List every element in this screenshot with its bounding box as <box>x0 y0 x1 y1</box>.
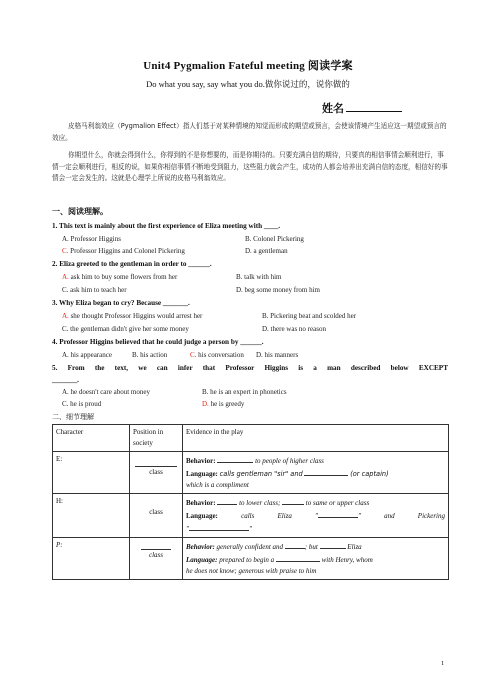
cell-evidence-e <box>183 452 449 494</box>
language-label-h: Language: <box>186 512 218 520</box>
behavior-p-blank-2[interactable] <box>320 540 346 549</box>
section-detail-heading: 二、细节理解 <box>52 413 94 421</box>
table-header-row <box>53 425 449 452</box>
evidence-p-extra: he does not know; generous with praise to him <box>186 567 317 575</box>
behavior-p-text-b: ; but <box>304 543 318 551</box>
language-h-blank-2[interactable] <box>189 522 249 531</box>
name-field <box>322 100 402 116</box>
behavior-h-text-a: to lower class; <box>239 499 281 507</box>
behavior-e-blank[interactable] <box>217 454 253 463</box>
q5-option-d[interactable]: D. he is greedy <box>202 400 245 408</box>
q1-option-a[interactable]: A. Professor Higgins <box>62 235 121 243</box>
language-p-blank[interactable] <box>276 553 320 562</box>
cell-character-p: P: <box>53 538 130 580</box>
question-5-blank: _______. <box>52 376 79 384</box>
q2-option-b[interactable]: B. talk with him <box>236 273 282 281</box>
q5-option-d-text: he is greedy <box>208 400 245 408</box>
language-label-e: Language: <box>186 470 218 478</box>
name-blank[interactable] <box>346 101 402 112</box>
cell-character-e: E: <box>53 452 130 494</box>
language-p-text-a: prepared to begin a <box>219 556 275 564</box>
position-h-label: class <box>149 508 163 516</box>
cell-evidence-h <box>183 494 449 538</box>
header-position: Position in society <box>130 425 183 452</box>
header-evidence: Evidence in the play <box>183 425 449 452</box>
section-reading-heading: 一、阅读理解。 <box>52 207 108 216</box>
language-e-text-b: (or captain) <box>350 470 389 478</box>
behavior-e-text: to people of higher class <box>255 457 324 465</box>
q5-option-a[interactable]: A. he doesn't care about money <box>62 388 150 396</box>
question-4: 4. Professor Higgins believed that he could judge a person by ______. <box>52 338 264 346</box>
q3-option-b[interactable]: B. Pickering beat and scolded her <box>262 312 357 320</box>
question-5: 5. From the text, we can infer that Professor Higgins is a man described below EXCEPT <box>52 364 448 372</box>
q5-option-b[interactable]: B. he is an expert in phonetics <box>202 388 287 396</box>
q3-option-d[interactable]: D. there was no reason <box>262 325 326 333</box>
behavior-h-text-b: to same or upper class <box>305 499 370 507</box>
language-h-close-quote: " <box>248 525 252 533</box>
cell-position-p <box>130 538 183 580</box>
q4-option-d[interactable]: D. his manners <box>256 351 299 359</box>
q2-option-c[interactable]: C. ask him to teach her <box>62 286 127 294</box>
language-h-open-quote: " <box>186 525 189 533</box>
language-p-text-b: with Henry, whom <box>321 556 373 564</box>
q2-option-a-text: ask him to buy some flowers from her <box>68 273 178 281</box>
q3-option-a-text: she thought Professor Higgins would arrest her <box>68 312 203 320</box>
q5-option-c[interactable]: C. he is proud <box>62 400 102 408</box>
behavior-label-e: Behavior: <box>186 457 216 465</box>
question-2: 2. Eliza greeted to the gentleman in order to ______. <box>52 260 212 268</box>
q2-option-d[interactable]: D. beg some money from him <box>236 286 320 294</box>
cell-character-h: H: <box>53 494 130 538</box>
behavior-p-text-a: generally confident and <box>216 543 284 551</box>
q1-option-b[interactable]: B. Colonel Pickering <box>245 235 304 243</box>
q1-option-c[interactable]: C. Professor Higgins and Colonel Pickering <box>62 247 185 255</box>
character-table <box>52 424 449 580</box>
position-p-blank[interactable] <box>141 540 171 550</box>
language-h-text-b: " and Pickering <box>358 512 445 520</box>
behavior-p-blank-1[interactable] <box>285 540 305 549</box>
question-3: 3. Why Eliza began to cry? Because _______. <box>52 299 190 307</box>
behavior-label-h: Behavior: <box>186 499 216 507</box>
page-number: 1 <box>441 660 445 667</box>
language-h-text-a: calls Eliza " <box>241 512 318 520</box>
name-label: 姓名 <box>322 103 344 115</box>
q2-option-a[interactable]: A. ask him to buy some flowers from her <box>62 273 178 281</box>
question-1: 1. This text is mainly about the first experience of Eliza meeting with ____. <box>52 222 281 230</box>
q4-option-a[interactable]: A. his appearance <box>62 351 112 359</box>
behavior-p-text-c: Eliza <box>347 543 362 551</box>
behavior-h-blank-2[interactable] <box>282 496 304 505</box>
position-p-label: class <box>149 551 163 559</box>
language-h-blank[interactable] <box>318 509 358 518</box>
intro-paragraph-2: 你期望什么，你就会得到什么，你得到的不是你想要的，而是你期待的。只要充满自信的期待，只要真的相信事情会顺利进行，事情一定会顺利进行，相反的说，如果你相信事情不断地受到阻力，这些阻力就会产生，成功的人都会培养出充满自信的态度，相信好的事情会一定会发生的。这就是心理学上所说的皮格马利翁效应。 <box>52 151 448 183</box>
table-row-pickering <box>53 538 449 580</box>
q4-option-b[interactable]: B. his action <box>132 351 168 359</box>
behavior-h-blank-1[interactable] <box>217 496 237 505</box>
cell-position-e <box>130 452 183 494</box>
q3-option-c[interactable]: C. the gentleman didn't give her some money <box>62 325 189 333</box>
q4-option-c-text: his conversation <box>196 351 244 359</box>
language-e-blank[interactable] <box>304 467 348 476</box>
cell-evidence-p <box>183 538 449 580</box>
q1-option-c-text: Professor Higgins and Colonel Pickering <box>68 247 185 255</box>
intro-paragraph-1: 皮格马利翁效应（Pygmalion Effect）指人们基于对某种情境的知觉而形成的期望或预言，会使该情境产生适应这一期望或预言的效应。 <box>52 122 447 142</box>
cell-position-h <box>130 494 183 538</box>
table-row-higgins <box>53 494 449 538</box>
q1-option-d[interactable]: D. a gentleman <box>245 247 288 255</box>
evidence-e-extra: which is a compliment <box>186 481 249 489</box>
header-character: Character <box>53 425 130 452</box>
position-e-label: class <box>149 468 163 476</box>
q4-option-c[interactable]: C. his conversation <box>190 351 244 359</box>
language-label-p: Language: <box>186 556 218 564</box>
table-row-eliza <box>53 452 449 494</box>
q3-option-a[interactable]: A. she thought Professor Higgins would arrest her <box>62 312 203 320</box>
motto: Do what you say, say what you do.做你说过的，说你做的 <box>146 79 350 89</box>
behavior-label-p: Behavior: <box>186 543 215 551</box>
page-title: Unit4 Pygmalion Fateful meeting 阅读学案 <box>143 60 353 72</box>
language-e-text-a: calls gentleman "sir" and <box>219 470 303 478</box>
position-e-blank[interactable] <box>135 466 177 467</box>
